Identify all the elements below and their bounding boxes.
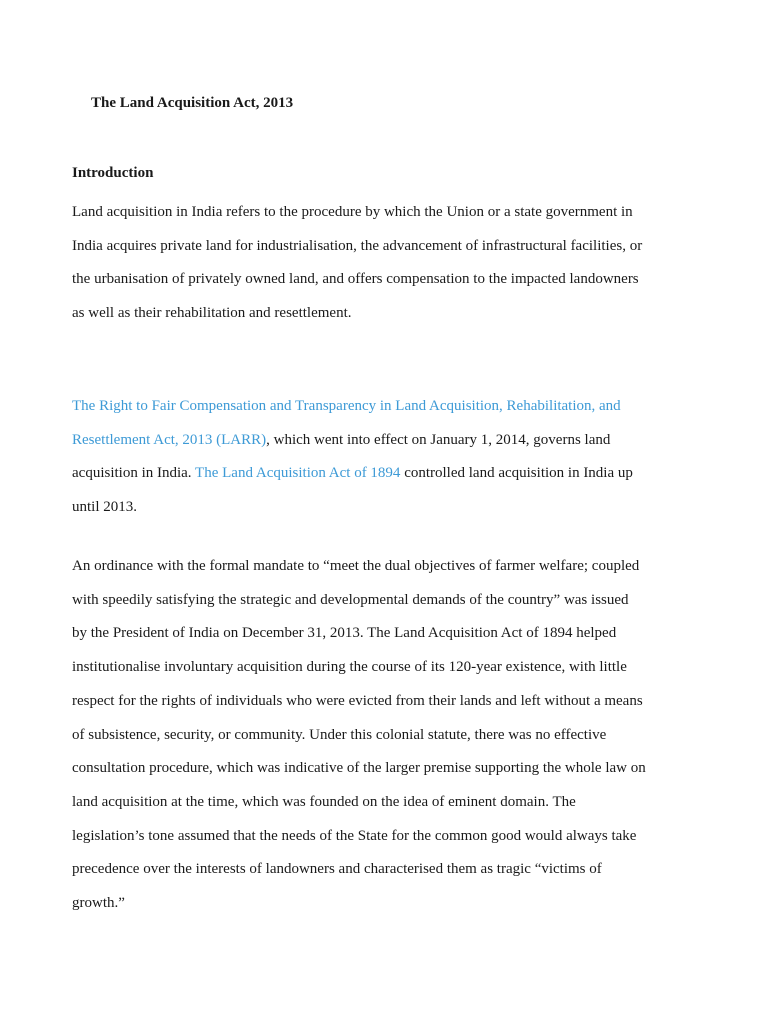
document-title: The Land Acquisition Act, 2013 [91, 95, 294, 111]
larr-act-link[interactable]: The Right to Fair Compensation and Transparency in Land Acquisition, Rehabilitation, and [72, 398, 621, 414]
section-heading-introduction: Introduction [72, 165, 154, 181]
paragraph-line: An ordinance with the formal mandate to “meet the dual objectives of farmer welfare; coupled [72, 558, 640, 574]
paragraph-text: , which went into effect on January 1, 2014, governs land [266, 431, 611, 448]
larr-act-link-continued[interactable]: Resettlement Act, 2013 (LARR) [72, 431, 267, 448]
paragraph-line: of subsistence, security, or community. Under this colonial statute, there was no effective [72, 726, 607, 743]
paragraph-line [72, 390, 712, 424]
paragraph-text: acquisition in India. [72, 465, 196, 482]
paragraph-line [72, 424, 712, 458]
land-acquisition-act-1894-link[interactable]: The Land Acquisition Act of 1894 [195, 465, 401, 482]
paragraph-line: as well as their rehabilitation and resettlement. [72, 305, 352, 322]
paragraph-line: land acquisition at the time, which was founded on the idea of eminent domain. The [72, 793, 576, 810]
paragraph-line: with speedily satisfying the strategic and developmental demands of the country” was issued [72, 591, 629, 608]
paragraph-line: consultation procedure, which was indicative of the larger premise supporting the whole law on [72, 760, 646, 777]
paragraph-line: respect for the rights of individuals who were evicted from their lands and left without a means [72, 692, 643, 709]
paragraph-line [72, 457, 712, 491]
paragraph-line: India acquires private land for industrialisation, the advancement of infrastructural facilities, or [72, 237, 643, 254]
paragraph-line: the urbanisation of privately owned land, and offers compensation to the impacted landowners [72, 271, 639, 288]
paragraph-line: growth.” [72, 895, 125, 912]
paragraph-text: controlled land acquisition in India up [400, 465, 633, 482]
paragraph-line: by the President of India on December 31, 2013. The Land Acquisition Act of 1894 helped [72, 625, 617, 642]
paragraph-line: institutionalise involuntary acquisition during the course of its 120-year existence, with little [72, 659, 627, 676]
paragraph-line: until 2013. [72, 499, 138, 516]
paragraph-line: precedence over the interests of landowners and characterised them as tragic “victims of [72, 861, 602, 878]
paragraph-ordinance [72, 550, 712, 921]
paragraph-introduction [72, 196, 712, 331]
paragraph-line: legislation’s tone assumed that the needs of the State for the common good would always take [72, 827, 637, 844]
paragraph-line: Land acquisition in India refers to the procedure by which the Union or a state government in [72, 204, 633, 220]
paragraph-larr [72, 390, 712, 525]
